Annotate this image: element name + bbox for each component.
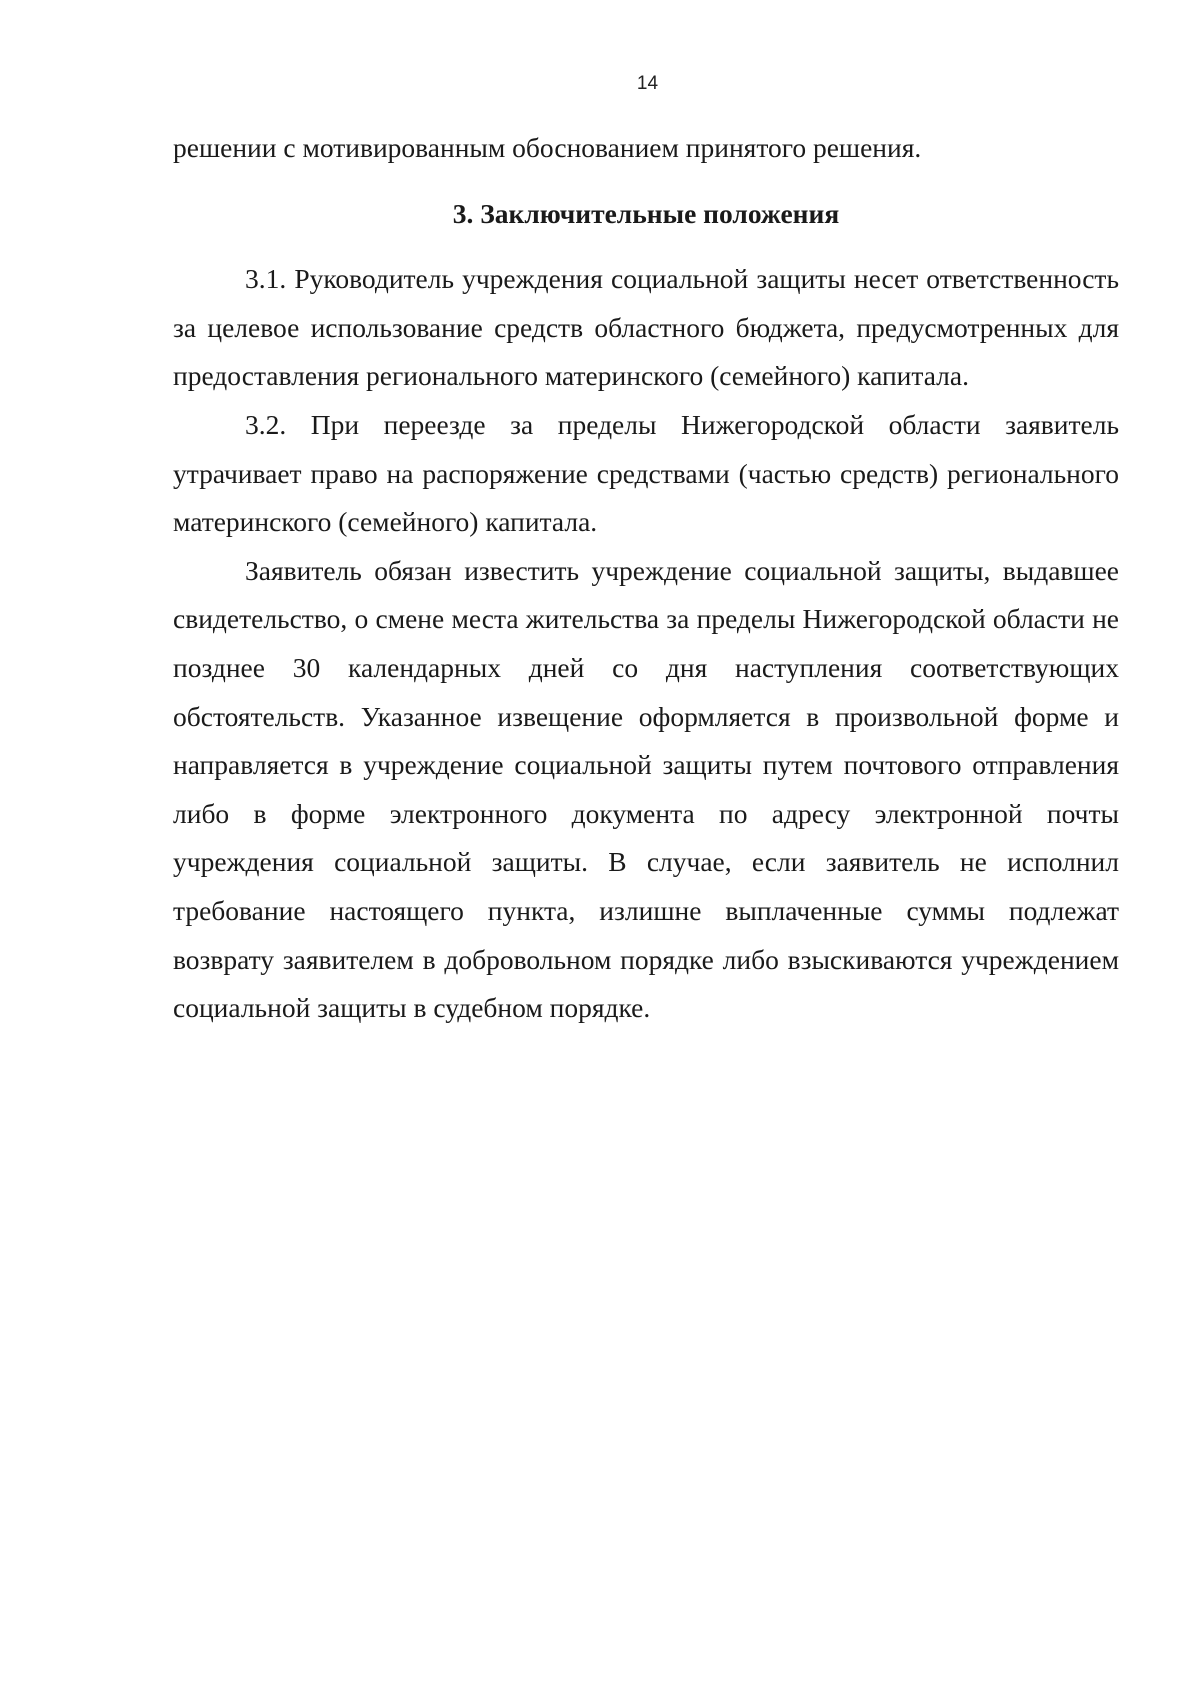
paragraph-notification: Заявитель обязан известить учреждение социальной защиты, выдавшее свидетельство, о смене места жительства за пределы Нижегородской области не позднее 30 календарных дней со дня наступления соответствующих обстоятельств. Указанное извещение оформляется в произвольной форме и направляется в учреждение социальной защиты путем почтового отправления либо в форме электронного документа по адресу электронной почты учреждения социальной защиты. В случае, если заявитель не исполнил требование настоящего пункта, излишне выплаченные суммы подлежат возврату заявителем в добровольном порядке либо взыскиваются учреждением социальной защиты в судебном порядке. xyxy=(173,554,1119,1024)
paragraph-3-2: 3.2. При переезде за пределы Нижегородской области заявитель утрачивает право на распоряжение средствами (частью средств) регионального материнского (семейного) капитала. xyxy=(173,408,1119,538)
paragraph-3-1: 3.1. Руководитель учреждения социальной защиты несет ответственность за целевое использование средств областного бюджета, предусмотренных для предоставления регионального материнского (семейного) капитала. xyxy=(173,263,1119,392)
continuation-paragraph: решении с мотивированным обоснованием принятого решения. xyxy=(173,132,922,163)
section-heading: 3. Заключительные положения xyxy=(452,197,840,229)
page-number: 14 xyxy=(636,73,659,94)
document-body xyxy=(173,124,1119,1033)
